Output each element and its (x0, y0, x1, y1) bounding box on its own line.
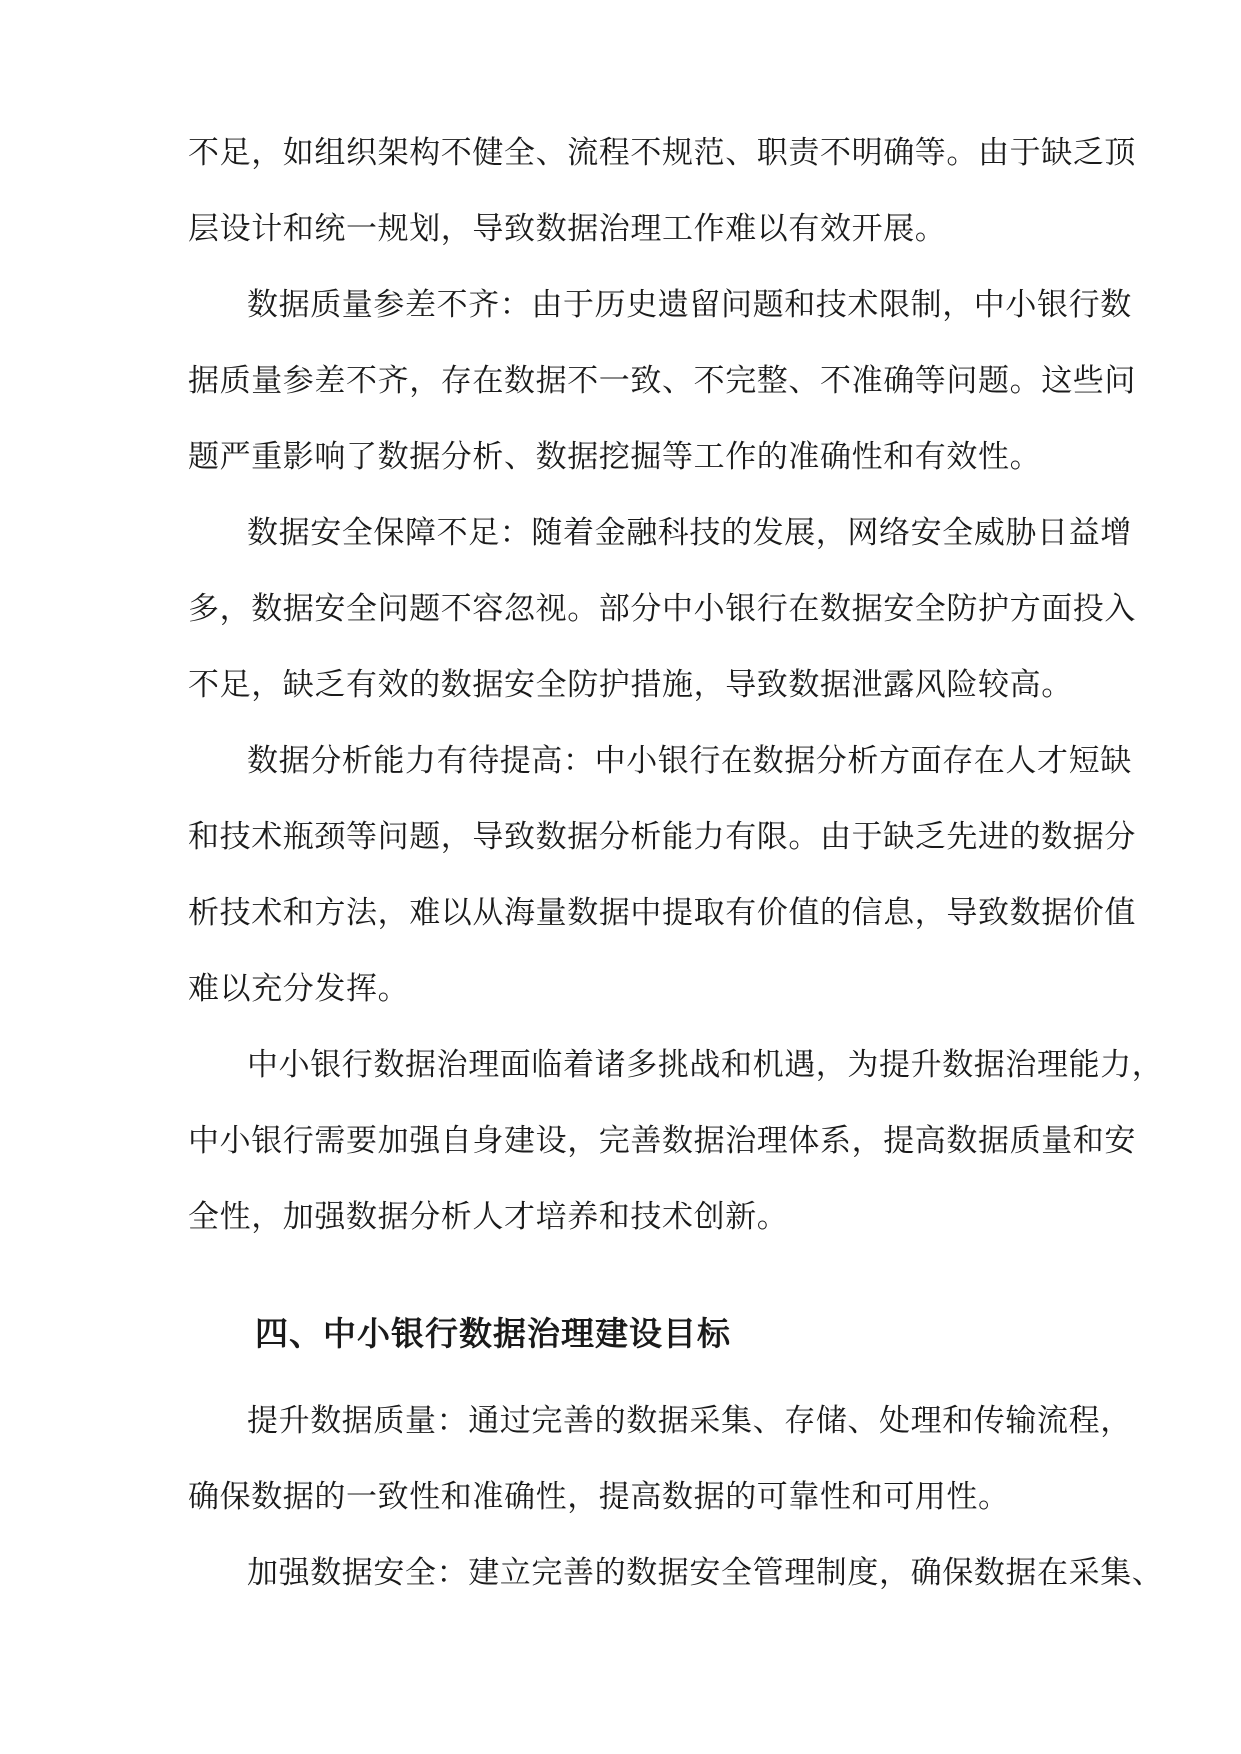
paragraph-line: 和技术瓶颈等问题，导致数据分析能力有限。由于缺乏先进的数据分 (188, 819, 1136, 855)
paragraph-line: 难以充分发挥。 (188, 971, 410, 1007)
paragraph-line: 全性，加强数据分析人才培养和技术创新。 (188, 1199, 789, 1235)
paragraph-line: 数据质量参差不齐：由于历史遗留问题和技术限制，中小银行数 (247, 287, 1132, 323)
paragraph-line: 层设计和统一规划，导致数据治理工作难以有效开展。 (188, 211, 947, 247)
paragraph-line: 不足，缺乏有效的数据安全防护措施，导致数据泄露风险较高。 (188, 667, 1073, 703)
paragraph-line: 中小银行数据治理面临着诸多挑战和机遇，为提升数据治理能力， (247, 1047, 1164, 1083)
paragraph-line: 加强数据安全：建立完善的数据安全管理制度，确保数据在采集、 (247, 1555, 1164, 1591)
paragraph-line: 不足，如组织架构不健全、流程不规范、职责不明确等。由于缺乏顶 (188, 135, 1136, 171)
paragraph-line: 据质量参差不齐，存在数据不一致、不完整、不准确等问题。这些问 (188, 363, 1136, 399)
paragraph-line: 数据分析能力有待提高：中小银行在数据分析方面存在人才短缺 (247, 743, 1132, 779)
paragraph-line: 中小银行需要加强自身建设，完善数据治理体系，提高数据质量和安 (188, 1123, 1136, 1159)
paragraph-line: 多，数据安全问题不容忽视。部分中小银行在数据安全防护方面投入 (188, 591, 1136, 627)
paragraph-line: 题严重影响了数据分析、数据挖掘等工作的准确性和有效性。 (188, 439, 1042, 475)
section-heading: 四、中小银行数据治理建设目标 (255, 1314, 731, 1353)
paragraph-line: 析技术和方法，难以从海量数据中提取有价值的信息，导致数据价值 (188, 895, 1136, 931)
paragraph-line: 确保数据的一致性和准确性，提高数据的可靠性和可用性。 (188, 1479, 1010, 1515)
paragraph-line: 数据安全保障不足：随着金融科技的发展，网络安全威胁日益增 (247, 515, 1132, 551)
paragraph-line: 提升数据质量：通过完善的数据采集、存储、处理和传输流程， (247, 1403, 1132, 1439)
